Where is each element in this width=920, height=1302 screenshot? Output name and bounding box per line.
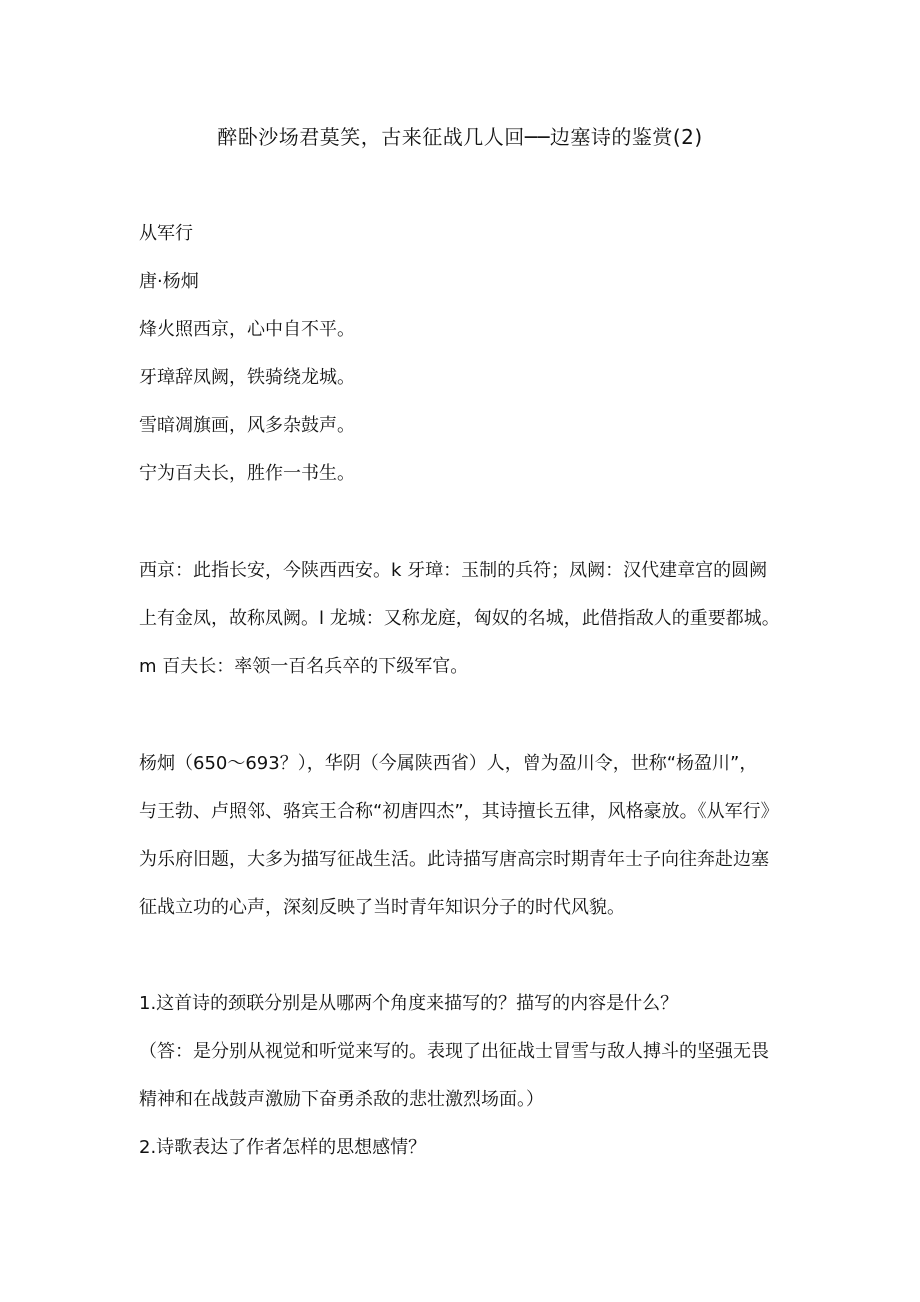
note-line: 上有金凤，故称凤阙。l 龙城：又称龙庭，匈奴的名城，此借指敌人的重要都城。 xyxy=(139,608,780,629)
poem-name: 从军行 xyxy=(139,223,193,244)
note-line: 西京：此指长安，今陕西西安。k 牙璋：玉制的兵符；凤阙：汉代建章宫的圆阙 xyxy=(139,560,768,581)
bio-line: 与王勃、卢照邻、骆宾王合称“初唐四杰”，其诗擅长五律，风格豪放。《从军行》 xyxy=(139,801,779,822)
bio-line: 为乐府旧题，大多为描写征战生活。此诗描写唐高宗时期青年士子向往奔赴边塞 xyxy=(139,849,769,870)
poem-line: 宁为百夫长，胜作一书生。 xyxy=(139,463,355,484)
bio-line: 杨炯（650～693？），华阴（今属陕西省）人，曾为盈川令，世称“杨盈川”， xyxy=(139,753,758,774)
answer-line: （答：是分别从视觉和听觉来写的。表现了出征战士冒雪与敌人搏斗的坚强无畏 xyxy=(139,1041,769,1062)
bio-line: 征战立功的心声，深刻反映了当时青年知识分子的时代风貌。 xyxy=(139,897,625,918)
question-line: 1.这首诗的颈联分别是从哪两个角度来描写的？描写的内容是什么？ xyxy=(139,993,679,1014)
answer-line: 精神和在战鼓声激励下奋勇杀敌的悲壮激烈场面。） xyxy=(139,1089,544,1110)
question-line: 2.诗歌表达了作者怎样的思想感情？ xyxy=(139,1137,427,1158)
poem-line: 烽火照西京，心中自不平。 xyxy=(139,319,355,340)
poem-author: 唐·杨炯 xyxy=(139,271,199,292)
note-line: m 百夫长：率领一百名兵卒的下级军官。 xyxy=(139,656,469,677)
poem-line: 雪暗凋旗画，风多杂鼓声。 xyxy=(139,415,355,436)
poem-line: 牙璋辞凤阙，铁骑绕龙城。 xyxy=(139,367,355,388)
page-title: 醉卧沙场君莫笑，古来征战几人回──边塞诗的鉴赏(2) xyxy=(217,125,703,149)
